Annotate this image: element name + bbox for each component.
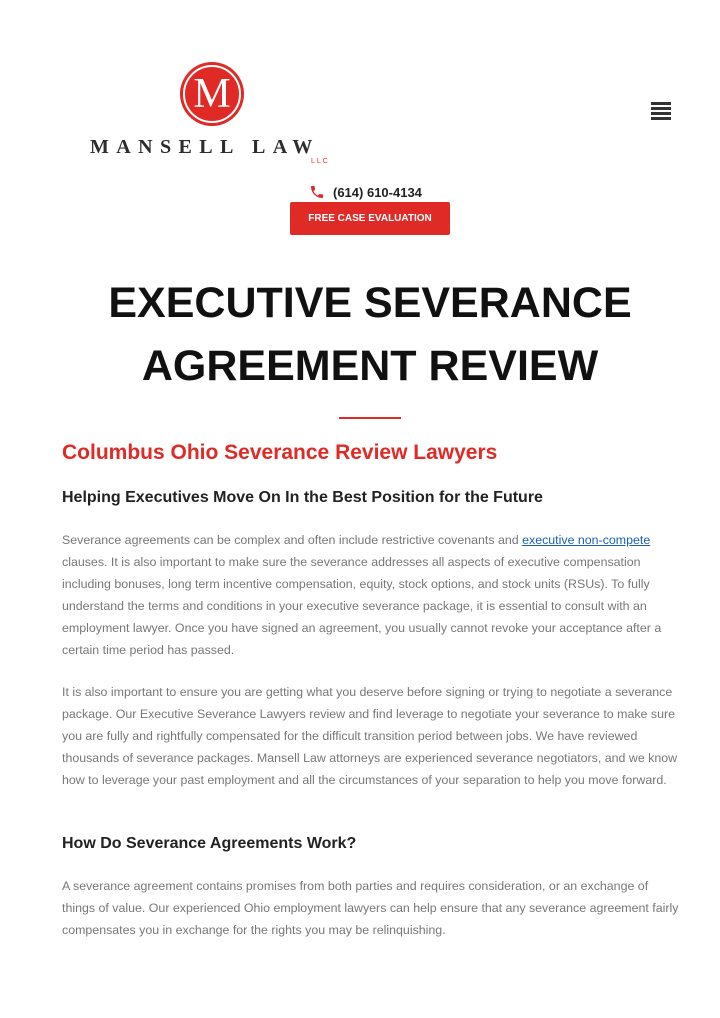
logo-mark (180, 62, 244, 126)
paragraph-negotiation: It is also important to ensure you are getting what you deserve before signing or trying to negotiate a severance package. Our Executive Severance Lawyers review and find leverage to negotiate your severance to make sure you are fully and rightfully compensated for the difficult transition period between jobs. We have reviewed thousands of severance packages. Mansell Law attorneys are experienced severance negotiators, and we know how to leverage your past employment and all the circumstances of your separation to help you move forward. (62, 685, 678, 787)
phone-icon (309, 184, 325, 200)
paragraph-how-it-works: A severance agreement contains promises from both parties and requires consideration, or an exchange of things of value. Our experienced Ohio employment lawyers can help ensure that any severance agreement fairly compensates you in exchange for the rights you may be relinquishing. (62, 879, 679, 937)
section-heading-helping-executives: Helping Executives Move On In the Best Position for the Future (62, 489, 543, 506)
section-subtitle: Columbus Ohio Severance Review Lawyers (62, 441, 498, 464)
paragraph-intro (62, 529, 682, 661)
phone-link[interactable] (309, 182, 422, 202)
paragraph-intro-text-2: clauses. It is also important to make sure the severance addresses all aspects of executive compensation including bonuses, long term incentive compensation, equity, stock options, and stock units (RSUs). To fully understand the terms and conditions in your executive severance package, it is essential to consult with an employment lawyer. Once you have signed an agreement, you usually cannot revoke your acceptance after a certain time period has passed. (62, 555, 662, 657)
page-title-line-2: AGREEMENT REVIEW (141, 342, 599, 390)
free-case-evaluation-button[interactable]: FREE CASE EVALUATION (290, 202, 450, 235)
executive-non-compete-link[interactable]: executive non-compete (522, 533, 651, 547)
paragraph-intro-text-1: Severance agreements can be complex and often include restrictive covenants and (62, 533, 523, 547)
logo-mark-letter: M (183, 65, 241, 123)
hamburger-icon[interactable] (651, 102, 671, 122)
page-title (0, 272, 720, 398)
logo-suffix: LLC (311, 158, 330, 165)
logo-wordmark: MANSELL LAW (90, 136, 320, 158)
section-heading-how-severance-works: How Do Severance Agreements Work? (62, 835, 357, 852)
logo[interactable] (88, 58, 338, 170)
title-divider (339, 417, 401, 419)
phone-number: (614) 610-4134 (333, 184, 422, 200)
page-title-line-1: EXECUTIVE SEVERANCE (108, 279, 632, 327)
